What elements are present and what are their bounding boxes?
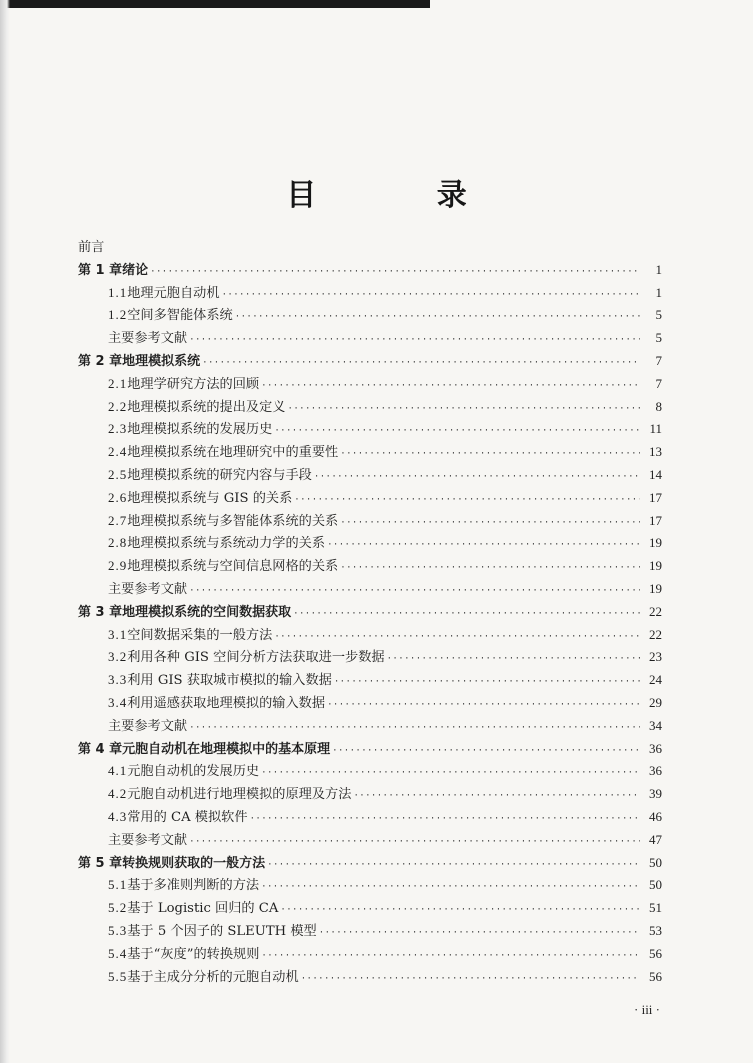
- toc-entry-section[interactable]: [78, 282, 662, 305]
- toc-entry-label: 地理元胞自动机: [127, 285, 220, 301]
- dot-leader: [274, 426, 640, 436]
- dot-leader: [202, 358, 640, 368]
- toc-entry-page: 22: [649, 626, 662, 642]
- dot-leader: [332, 746, 640, 756]
- toc-entry-page: 39: [649, 786, 662, 802]
- toc-entry-number: 第 4 章: [78, 741, 123, 757]
- toc-entry-number: 第 5 章: [78, 855, 123, 871]
- toc-entry-page: 29: [649, 694, 662, 710]
- toc-entry-section[interactable]: [78, 874, 662, 897]
- toc-entry-page: 51: [649, 900, 662, 916]
- toc-entry-page: 50: [649, 877, 662, 893]
- toc-entry-page: 7: [655, 352, 662, 368]
- toc-entry-label: 绪论: [122, 262, 149, 278]
- toc-entry-number: 3.4: [108, 694, 128, 710]
- dot-leader: [340, 518, 640, 528]
- dot-leader: [261, 882, 640, 892]
- toc-entry-page: 19: [649, 580, 662, 596]
- toc-entry-page: 5: [655, 307, 662, 323]
- dot-leader: [314, 472, 640, 482]
- toc-entry-label: 地理学研究方法的回顾: [127, 376, 260, 392]
- toc-entry-number: 1.1: [108, 284, 128, 300]
- toc-entry-section[interactable]: [78, 487, 662, 510]
- toc-entry-number: 5.2: [108, 900, 128, 916]
- toc-entry-label: 地理模拟系统与空间信息网格的关系: [127, 559, 339, 575]
- dot-leader: [261, 381, 640, 391]
- toc-entry-section[interactable]: [78, 897, 662, 920]
- toc-entry-number: 5.3: [108, 922, 128, 938]
- toc-entry-number: 5.5: [108, 968, 128, 984]
- toc-entry-label: 主要参考文献: [108, 581, 188, 597]
- toc-entry-label: 地理模拟系统的发展历史: [127, 422, 273, 438]
- toc-entry-section[interactable]: [78, 966, 662, 989]
- dot-leader: [189, 723, 640, 733]
- toc-entry-label: 地理模拟系统与 GIS 的关系: [127, 490, 293, 506]
- toc-entry-page: 47: [649, 831, 662, 847]
- toc-entry-number: 4.3: [108, 808, 128, 824]
- toc-entry-page: 17: [649, 489, 662, 505]
- toc-entry-label: 基于主成分分析的元胞自动机: [127, 969, 299, 985]
- toc-entry-section[interactable]: [78, 760, 662, 783]
- toc-entry-label: 基于“灰度”的转换规则: [127, 946, 260, 962]
- dot-leader: [250, 814, 640, 824]
- toc-entry-section[interactable]: [78, 555, 662, 578]
- toc-entry-chapter[interactable]: [78, 852, 662, 875]
- toc-entry-section[interactable]: [78, 806, 662, 829]
- toc-entry-page: 53: [649, 922, 662, 938]
- page-title: 目 录: [286, 178, 522, 213]
- toc-entry-number: 第 2 章: [78, 353, 123, 369]
- table-of-contents: [78, 236, 662, 988]
- toc-entry-number: 2.1: [108, 375, 128, 391]
- toc-entry-number: 5.4: [108, 945, 128, 961]
- toc-entry-number: 第 1 章: [78, 262, 123, 278]
- toc-preface-label: 前言: [78, 240, 105, 255]
- dot-leader: [261, 768, 640, 778]
- toc-entry-section[interactable]: [78, 943, 662, 966]
- toc-entry-label: 基于 5 个因子的 SLEUTH 模型: [127, 923, 317, 939]
- toc-entry-section[interactable]: [78, 373, 662, 396]
- dot-leader: [387, 654, 640, 664]
- toc-entry-page: 36: [649, 740, 662, 756]
- dot-leader: [261, 951, 640, 961]
- dot-leader: [189, 586, 640, 596]
- toc-entry-section[interactable]: [78, 441, 662, 464]
- dot-leader: [353, 791, 640, 801]
- toc-entry-label: 地理模拟系统的空间数据获取: [122, 604, 292, 620]
- dot-leader: [319, 928, 640, 938]
- toc-entry-label: 地理模拟系统与系统动力学的关系: [127, 536, 326, 552]
- toc-entry-chapter[interactable]: [78, 601, 662, 624]
- toc-entry-section[interactable]: [78, 418, 662, 441]
- scan-edge-left: [0, 0, 10, 1063]
- toc-entry-number: 4.2: [108, 786, 128, 802]
- toc-entry-number: 2.9: [108, 558, 128, 574]
- toc-entry-page: 36: [649, 763, 662, 779]
- toc-entry-number: 2.6: [108, 489, 128, 505]
- toc-entry-number: 2.3: [108, 421, 128, 437]
- toc-entry-page: 56: [649, 945, 662, 961]
- toc-entry-label: 元胞自动机的发展历史: [127, 764, 260, 780]
- toc-entry-section[interactable]: [78, 624, 662, 647]
- toc-entry-number: 3.1: [108, 626, 128, 642]
- dot-leader: [222, 290, 640, 300]
- toc-entry-page: 24: [649, 672, 662, 688]
- toc-entry-page: 13: [649, 444, 662, 460]
- toc-entry-page: 46: [649, 808, 662, 824]
- dot-leader: [340, 563, 640, 573]
- toc-entry-ref[interactable]: [78, 327, 662, 350]
- toc-entry-number: 2.2: [108, 398, 128, 414]
- toc-entry-number: 5.1: [108, 877, 128, 893]
- toc-entry-section[interactable]: [78, 783, 662, 806]
- page-number-footer: · iii ·: [634, 1002, 660, 1017]
- toc-entry-number: 2.4: [108, 444, 128, 460]
- toc-entry-page: 19: [649, 535, 662, 551]
- toc-entry-section[interactable]: [78, 692, 662, 715]
- toc-entry-label: 地理模拟系统与多智能体系统的关系: [127, 513, 339, 529]
- toc-entry-ref[interactable]: [78, 715, 662, 738]
- toc-preface[interactable]: [78, 236, 662, 259]
- toc-entry-page: 22: [649, 603, 662, 619]
- toc-entry-number: 2.7: [108, 512, 128, 528]
- toc-entry-page: 14: [649, 466, 662, 482]
- toc-entry-chapter[interactable]: [78, 350, 662, 373]
- toc-entry-section[interactable]: [78, 646, 662, 669]
- toc-entry-label: 利用 GIS 获取城市模拟的输入数据: [127, 673, 332, 689]
- toc-entry-label: 基于多准则判断的方法: [127, 878, 260, 894]
- dot-leader: [274, 632, 640, 642]
- toc-entry-label: 主要参考文献: [108, 832, 188, 848]
- toc-entry-label: 空间多智能体系统: [127, 308, 233, 324]
- toc-entry-section[interactable]: [78, 920, 662, 943]
- toc-entry-number: 4.1: [108, 763, 128, 779]
- toc-entry-page: 8: [655, 398, 662, 414]
- dot-leader: [301, 974, 640, 984]
- dot-leader: [280, 905, 640, 915]
- dot-leader: [294, 495, 640, 505]
- toc-entry-label: 主要参考文献: [108, 718, 188, 734]
- toc-entry-label: 地理模拟系统的提出及定义: [127, 399, 286, 415]
- toc-entry-chapter[interactable]: [78, 259, 662, 282]
- toc-entry-number: 1.2: [108, 307, 128, 323]
- toc-entry-ref[interactable]: [78, 578, 662, 601]
- toc-entry-page: 17: [649, 512, 662, 528]
- toc-entry-label: 地理模拟系统: [122, 353, 201, 369]
- toc-entry-label: 空间数据采集的一般方法: [127, 627, 273, 643]
- toc-entry-page: 1: [655, 284, 662, 300]
- toc-entry-number: 3.2: [108, 649, 128, 665]
- toc-entry-page: 50: [649, 854, 662, 870]
- toc-entry-section[interactable]: [78, 396, 662, 419]
- dot-leader: [235, 312, 640, 322]
- toc-entry-label: 元胞自动机在地理模拟中的基本原理: [122, 741, 331, 757]
- dot-leader: [293, 609, 640, 619]
- toc-entry-chapter[interactable]: [78, 738, 662, 761]
- toc-entry-number: 2.5: [108, 466, 128, 482]
- dot-leader: [150, 267, 640, 277]
- toc-entry-page: 56: [649, 968, 662, 984]
- toc-entry-label: 地理模拟系统在地理研究中的重要性: [127, 445, 339, 461]
- toc-entry-label: 转换规则获取的一般方法: [122, 855, 266, 871]
- dot-leader: [327, 700, 640, 710]
- toc-entry-label: 地理模拟系统的研究内容与手段: [127, 467, 312, 483]
- toc-entry-section[interactable]: [78, 304, 662, 327]
- dot-leader: [334, 677, 640, 687]
- dot-leader: [340, 449, 640, 459]
- toc-entry-page: 1: [655, 261, 662, 277]
- dot-leader: [189, 335, 640, 345]
- dot-leader: [327, 540, 640, 550]
- toc-entry-label: 元胞自动机进行地理模拟的原理及方法: [127, 787, 352, 803]
- toc-entry-section[interactable]: [78, 510, 662, 533]
- toc-entry-number: 第 3 章: [78, 604, 123, 620]
- toc-entry-page: 34: [649, 717, 662, 733]
- toc-entry-page: 7: [655, 375, 662, 391]
- toc-entry-page: 5: [655, 330, 662, 346]
- toc-entries: [78, 259, 662, 989]
- toc-entry-section[interactable]: [78, 669, 662, 692]
- toc-entry-ref[interactable]: [78, 829, 662, 852]
- dot-leader: [189, 837, 640, 847]
- toc-entry-section[interactable]: [78, 532, 662, 555]
- toc-entry-label: 常用的 CA 模拟软件: [127, 809, 248, 825]
- dot-leader: [267, 860, 640, 870]
- scan-edge-top: [0, 0, 430, 8]
- toc-entry-label: 利用遥感获取地理模拟的输入数据: [127, 695, 326, 711]
- toc-entry-page: 11: [649, 421, 662, 437]
- toc-entry-number: 3.3: [108, 672, 128, 688]
- toc-entry-number: 2.8: [108, 535, 128, 551]
- toc-entry-label: 主要参考文献: [108, 331, 188, 347]
- dot-leader: [288, 404, 641, 414]
- toc-entry-label: 基于 Logistic 回归的 CA: [127, 901, 279, 917]
- toc-entry-section[interactable]: [78, 464, 662, 487]
- toc-entry-page: 23: [649, 649, 662, 665]
- toc-entry-page: 19: [649, 558, 662, 574]
- toc-entry-label: 利用各种 GIS 空间分析方法获取进一步数据: [127, 650, 385, 666]
